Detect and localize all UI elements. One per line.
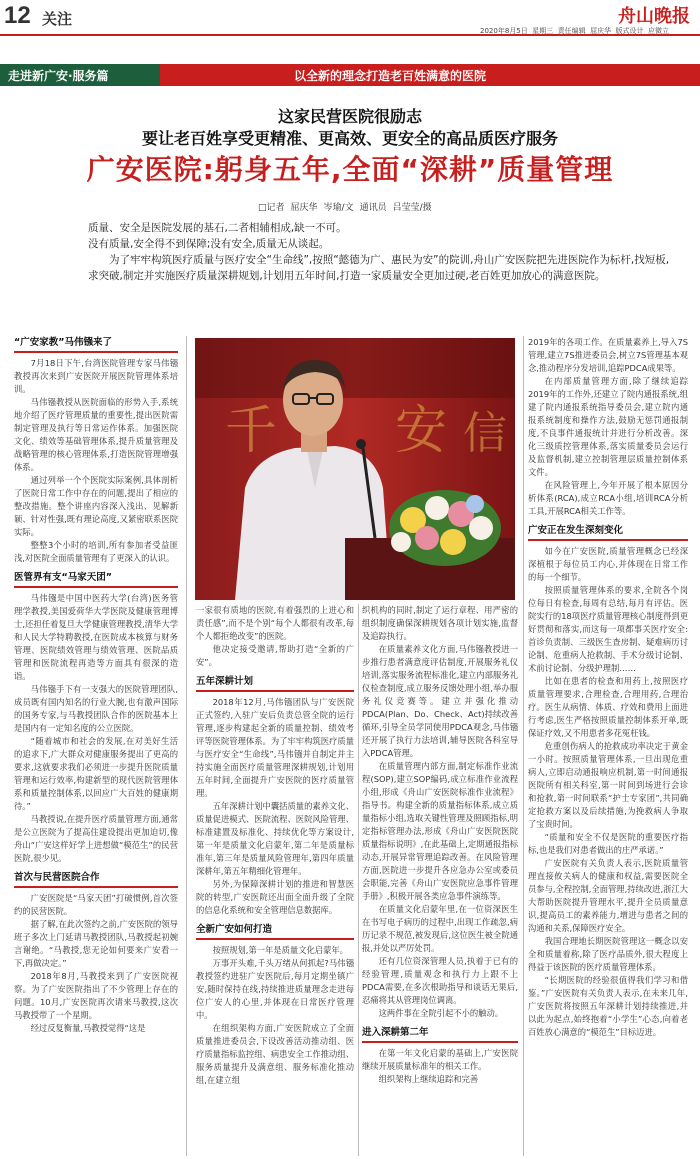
speaker-photo — [195, 338, 515, 600]
section-heading: 广安正在发生深刻变化 — [528, 524, 688, 541]
section-heading: “广安家教”马伟镪来了 — [14, 336, 178, 353]
banner-char: 信 — [463, 408, 507, 459]
band-tagline: 以全新的理念打造老百姓满意的医院 — [294, 69, 487, 83]
band-tab: 走进新广安·服务篇 — [0, 64, 160, 86]
photo-illustration — [195, 338, 515, 600]
flower-arrangement — [389, 490, 501, 566]
section-heading: 全新广安如何打造 — [196, 923, 354, 940]
column-divider — [186, 336, 187, 1156]
page-header — [0, 0, 700, 36]
column-divider — [523, 336, 524, 1156]
issue-meta: 2020年8月5日 星期三 责任编辑 屈庆华 版式设计 应微立 — [480, 27, 669, 35]
banner-char: 安 — [395, 401, 448, 461]
section-heading: 进入深耕第二年 — [362, 1026, 518, 1043]
page-number: 12 — [4, 2, 31, 29]
main-headline: 广安医院:躬身五年,全面“深耕”质量管理 — [86, 153, 614, 186]
section-name: 关注 — [42, 10, 73, 28]
section-heading: 五年深耕计划 — [196, 675, 354, 692]
subheadline-2: 要让老百姓享受更精准、更高效、更安全的高品质医疗服务 — [141, 129, 558, 148]
newspaper-logo: 舟山晚报 — [618, 6, 690, 27]
article-column-1: “广安家教”马伟镪来了 7月18日下午,台湾医院管理专家马伟镪教授再次来到广安医院开展医院管理体系培训。 马伟镪教授从医院面临的形势入手,系统地介绍了医疗管理质量的重要性,提出医院需制定管理及执行等日常运作体系。加强医院文化、绩效等基础管理体系,提升质量管理及战略管理的核心管理体系,打造医院管理增强体系。 通过列举一个个医院实际案例,具体剖析了医院日常工作中存在的问题,提出了相应的整改措施。整个讲座内容深入浅出、见解新颖、针对性强,既有理论高度,又紧密联系医院实际。 整整3个小时的培训,所有参加者受益匪浅,对医院全面质量管理有了更深入的认识。 医管界有支“马家天团” 马伟镪是中国中医药大学(台湾)医务管理学教授,美国爱荷华大学医院及健康管理博士,还担任着复旦大学健康管理教授,清华大学和人民大学特聘教授,在医院成本核算与财务管理、医院绩效管理与绩效管理、医院品质管理和医院流程再造等方面具有很深的造诣。 马伟镪手下有一支强大的医院管理团队,成员既有国内知名的行业大腕,也有激声国际的国务专家,与马教授团队合作的医院基本上是国内有一定知名度的公立医院。 “随着城市和社会的发展,在对美好生活的追求下,广大群众对健康服务提出了更高的要求,这就要求我们必须进一步提升医院质量管理和运行效率,构建新型的现代医院管理体系和质量控制体系,以回应广大百姓的健康期待。” 马教授说,在提升医疗质量管理方面,通常是公立医院为了提高住建设提出更加迫切,像舟山“广安这样好学上进想做“模范生”的民营医院,很少见。 首次与民营医院合作 广安医院是“马家天团”打破惯例,首次签约的民营医院。 据了解,在此次签约之前,广安医院的领导班子多次上门延请马教授团队,马教授起初婉言谢绝。“马教授,您无论如何要来广安看一下,再做决定。” 2018年8月,马教授来到了广安医院视察。为了广安医院指出了不少管理上存在的问题。10月,广安医院再次请来马教授,这次马教授带了一个星期。 经过反复衡量,马教授觉得“这是 — [14, 337, 178, 1033]
subheadline-1: 这家民营医院很励志 — [277, 107, 422, 126]
byline: □记者 屈庆华 岑瑜/文 通讯员 吕莹莹/摄 — [258, 203, 432, 213]
article-column-2: 一家很有质地的医院,有着强烈的上进心和责任感”,而不是个别“每个人都很有改革,每个人都拒绝改变”的医院。 他决定接受邀请,帮助打造“全新的广安”。 五年深耕计划 2018年12月,马伟镪团队与广安医院正式签约,入驻广安后负责总管全院的运行管理,逐步构建起全新的质量控制、绩效考评等医院管理体系。为了牢牢构筑医疗质量与医疗安全“生命线”,马伟镪并自制定并主持实施全面医疗质量管理深耕规划,计划用五年时间,全面提升广安医院的医疗质量管理。 五年深耕计划中囊括质量的素养文化、质量促进模式、医院流程、医院风险管理、标准建置及标准化、持续优化等方案设计,第一年是质量文化启蒙年,第二年是质量标准年,第三年是质量风险管理年,第四年质量深耕年,第五年精细化管理年。 另外,为保障深耕计划的推进和智慧医院的转型,广安医院还出面全面升级了全院的信息化系统和安全管理信息数据库。 全新广安如何打造 按照规划,第一年是质量文化启蒙年。 万事开头难,千头万绪从何抓起?马伟镪教授签约进驻广安医院后,每月定期坐镇广安,随时保持在线,持续推进质量理念走进每位广安人的心里,并体现在日常医疗管理中。 在组织架构方面,广安医院成立了全面质量推进委员会,下设改善活动推动组、医疗质量指标监控组、病患安全工作推动组、服务质量提升及满意组、服务标准化推动组,在建立组 — [196, 605, 354, 1085]
section-heading: 医管界有支“马家天团” — [14, 571, 178, 588]
lead-paragraph: 质量、安全是医院发展的基石,二者相辅相成,缺一不可。 没有质量,安全得不到保障;没有安全,质量无从谈起。 为了牢牢构筑医疗质量与医疗安全“生命线”,按照“懿德为广、惠民为安”的院训,舟山广安医院把先进医院作为标杆,找短板,求突破,制定并实施医疗质量深耕规划,计划用五年时间,打造一家质量安全更加过硬,老百姓更加放心的满意医院。 — [88, 222, 670, 282]
column-divider — [358, 604, 359, 1156]
section-heading: 首次与民营医院合作 — [14, 871, 178, 888]
article-column-4: 2019年的各项工作。在质量素养上,导入7S管理,建立7S推进委员会,树立7S管理基本观念,推动程序分发培训,追踪PDCA成果等。 在内部质量管理方面,除了继续追踪2019年的工作外,还建立了院内通报系统,组建了院内通报系统指导委员会,建立院内通报系统制度和操作方法,鼓励无惩罚通报制度,不良事件通报统计并进行分析改善。深化三级质控管理体系,落实质量委员会运行及监督机制,建立控制管理层质量控制体系文件。 在风险管理上,今年开展了根本原因分析体系(RCA),成立RCA小组,培训RCA分析工具,开展RCA相关工作等。 广安正在发生深刻变化 如今在广安医院,质量管理概念已经深深植根于每位员工内心,并体现在日常工作的每一个细节。 按照质量管理体系的要求,全院各个岗位每日有检查,每周有总结,每月有评估。医院实行的18项医疗质量管理核心制度得到更好贯彻和落实,而这每一项都事关医疗安全:首诊负责制、三级医生查房制、疑难病历讨论制、危重病人抢救制、手术分级讨论制、术前讨论制、分级护理制…… 比如在患者的检查和用药上,按照医疗质量管理要求,合理检查,合理用药,合理治疗。医生从病情、体质、疗效和费用上面进行考虑,医生严格按照质量控制体系开单,既保证疗效,又不用患者多花冤枉钱。 危重创伤病人的抢救成功率决定于黄金一小时。按照质量管理体系,一旦出现危重病人,立即启动通报响应机制,第一时间通报医院所有相关科室,第一时间到场进行会诊和抢救,第一时间联系“护士专家团”,共同确定抢救方案以及后续措施,为挽救病人争取了宝贵时间。 “质量和安全不仅是医院的重要医疗指标,也是我们对患者做出的庄严承诺。” 广安医院有关负责人表示,医院质量管理直接攸关病人的健康和权益,需要医院全员参与,全程控制,全面管理,持续改进,浙江大大帮助医院提升管理水平,提升全员质量意识,提高员工的素养能力,增进与患者之间的沟通和关系,保障医疗安全。 我国合理地长期医院管理这一概念以安全和质量着称,除了医疗品质外,很大程度上得益于该医院的医疗质量管理体系。 “长期医院的经验很值得我们学习和借鉴。”广安医院有关负责人表示,在未来几年,广安医院将按照五年深耕计划持续推进,并以此为起点,始终抱着“小学生”心态,向着老百姓放心满意的“模范生”目标迈进。 — [528, 337, 688, 1037]
article-column-3: 织机构的同时,制定了运行章程、用严密的组织制度确保深耕规划各项计划实施,监督及追踪执行。 在质量素养文化方面,马伟镪教授进一步推行患者满意度评估制度,开展服务礼仪培训,落实服务流程标准化,建立内部服务礼仪检查制度,成立服务反馈处理小组,举办服务礼仪竞赛等。建立并强化推动PDCA(Plan、Do、Check、Act)持续改善循环,引导全员学同使用PDCA观念,马伟镪还开展了执行力法培训,辅导医院各科室导入PDCA管理。 在质量管理内部方面,制定标准作业流程(SOP),建立SOP编码,成立标准作业流程小组,形成《舟山广安医院标准作业流程》指导书。构建全新的质量指标体系,成立质量指标小组,选取关键性管理及照顾指标,明定指标管理办法,形成《舟山广安医院医院质量指标说明》,在此基础上,定期通报指标动态,开展异常管理追踪改善。在风险管理方面,医院进一步提升各应急办公室或委员会职能,完善《舟山广安医院应急事件管理手册》,积极开展各类应急事件演练等。 在质量文化启蒙年里,在一位资深医生在书写电子病历的过程中,出现工作疏忽,病历记录不规范,被发现后,这位医生被全院通报,并处以严厉处罚。 还有几位资深管理人员,执着于已有的经验管理,质量观念和执行力上跟不上PDCA需要,在多次根助指导和谈话无果后,忍痛将其从管理岗位调离。 这两件事在全院引起不小的触动。 进入深耕第二年 在第一年文化启蒙的基础上,广安医院继续开展质量标准年的相关工作。 组织架构上继续追踪和完善 — [362, 605, 518, 1084]
banner-char: 千 — [225, 401, 278, 461]
